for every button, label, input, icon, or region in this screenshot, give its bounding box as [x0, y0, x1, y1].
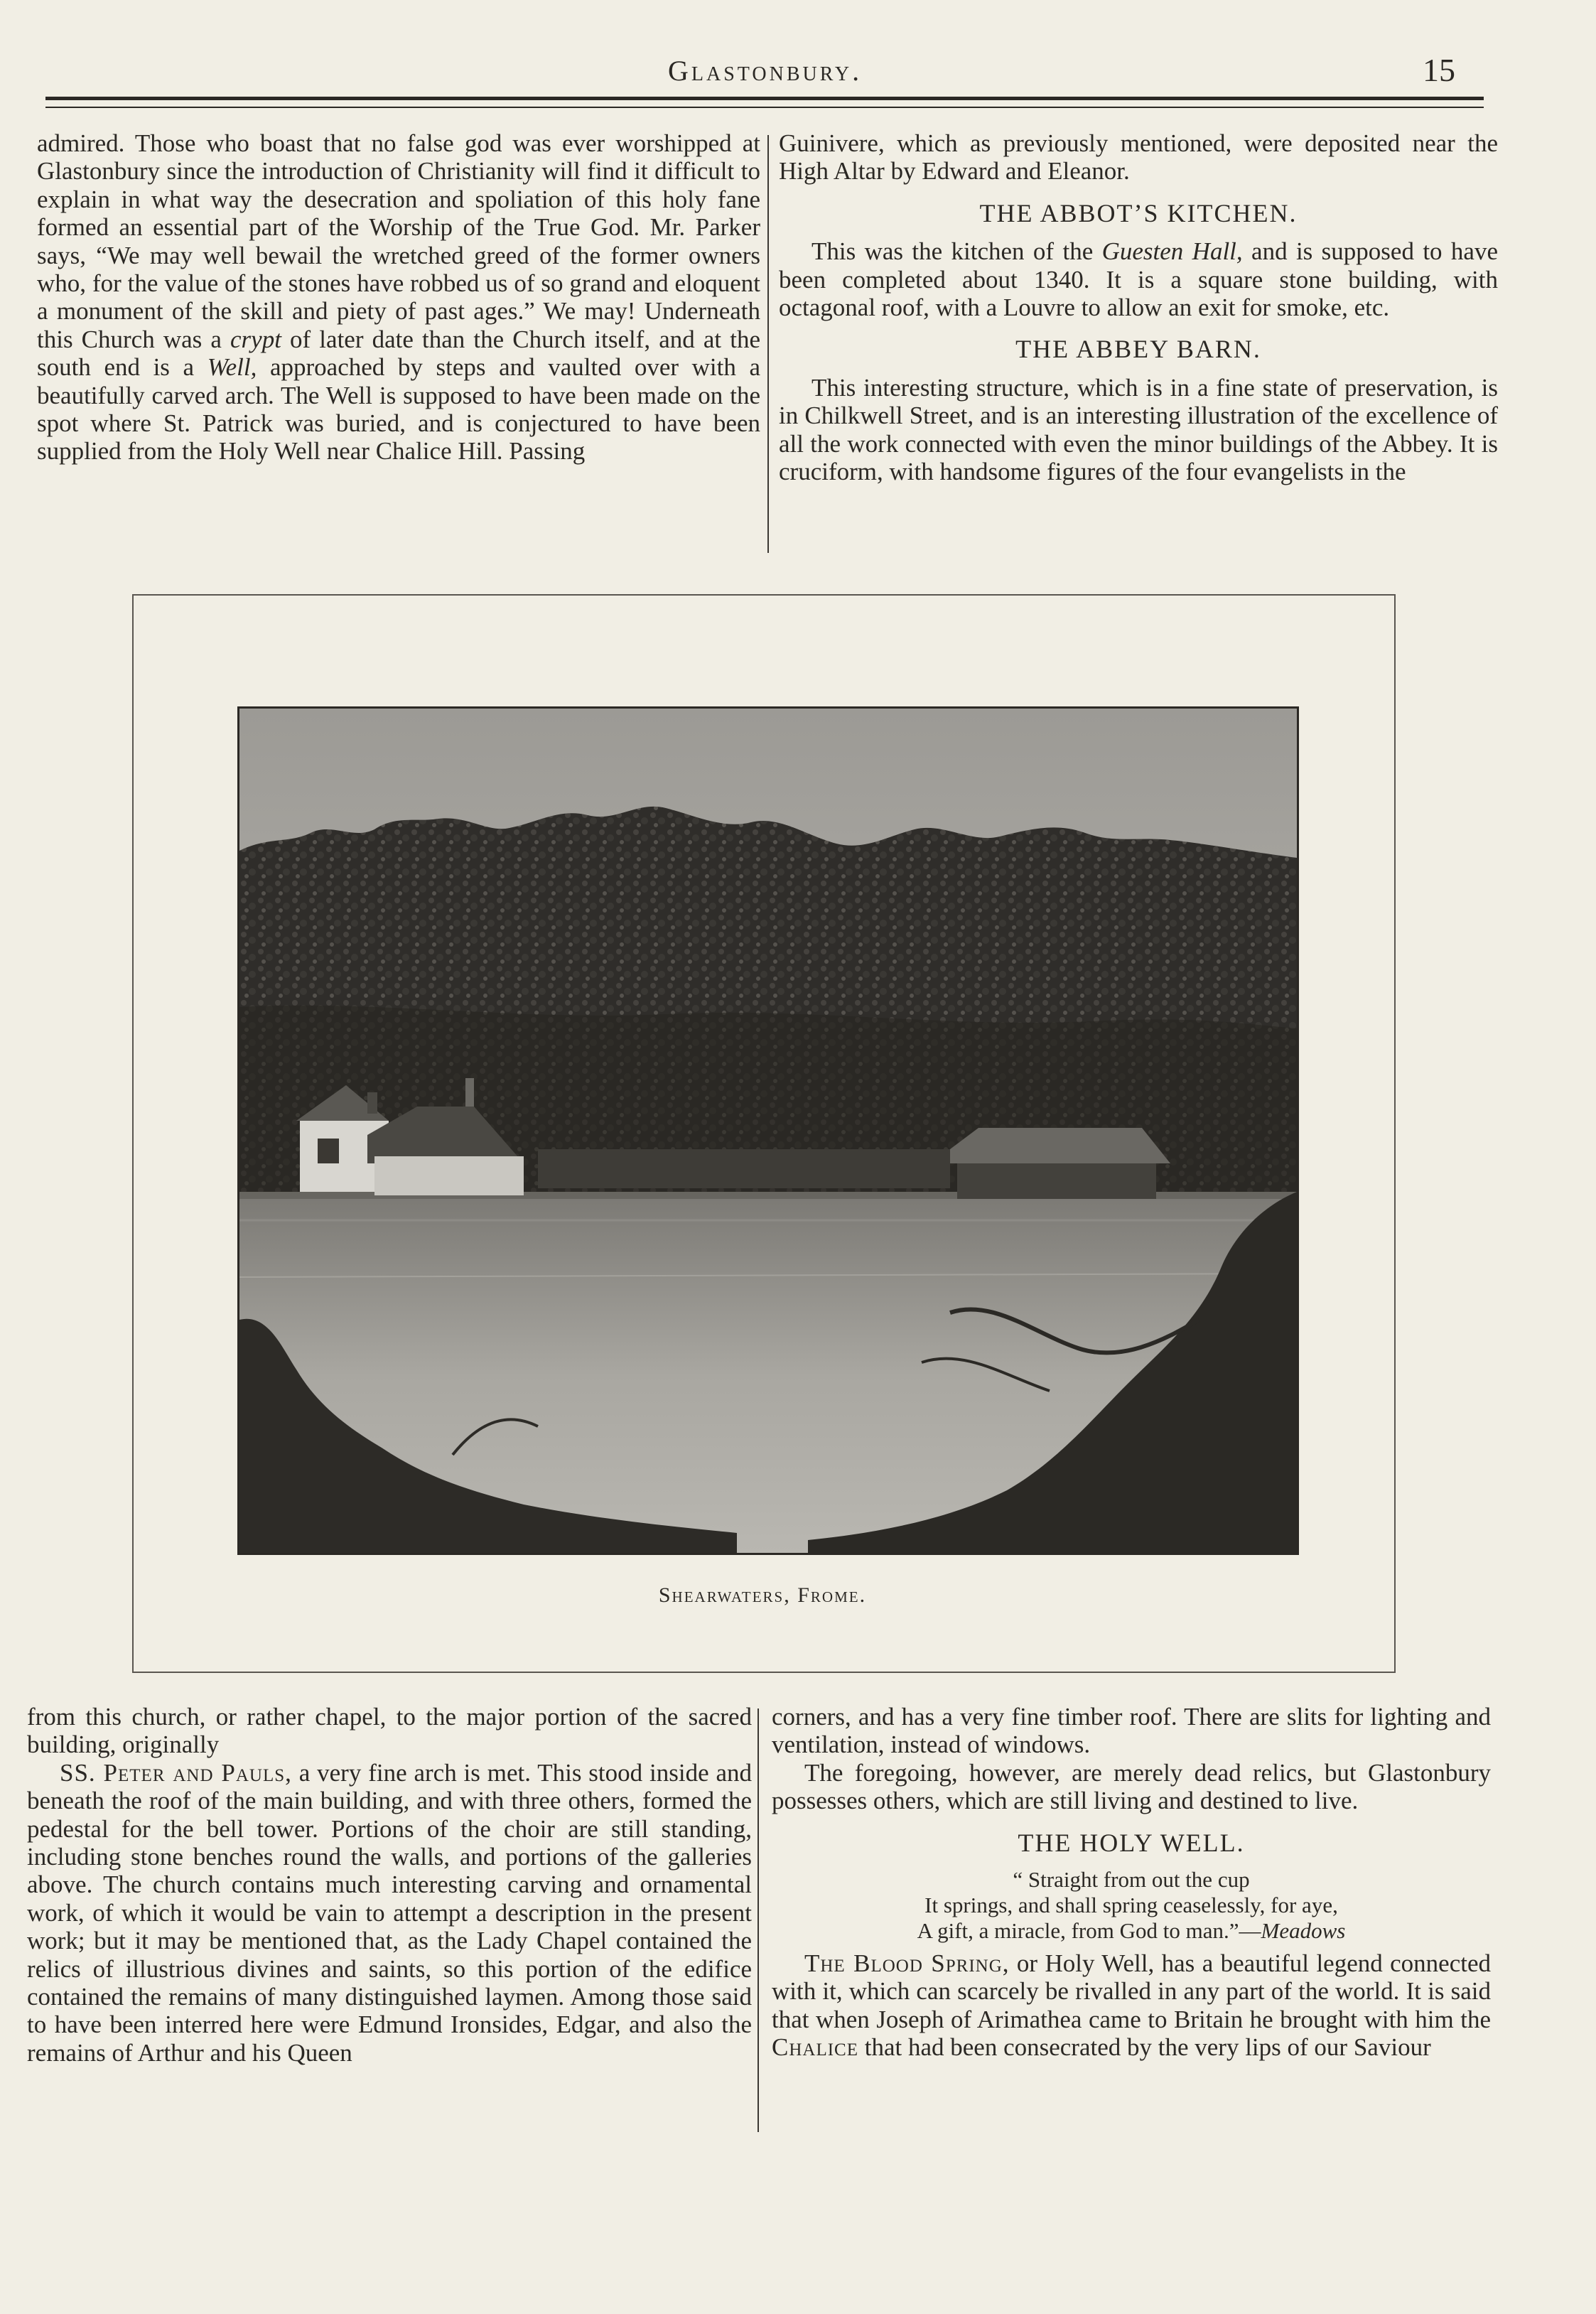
paragraph: The foregoing, however, are merely dead relics, but Glastonbury possesses others, which are still living and destined to live. — [772, 1758, 1491, 1815]
italic-text: Well, — [207, 353, 257, 382]
figure-caption: Shearwaters, Frome. — [658, 1583, 867, 1607]
small-caps-text: Chalice — [772, 2033, 858, 2062]
italic-text: crypt — [230, 325, 281, 353]
section-heading-abbots-kitchen: THE ABBOT’S KITCHEN. — [979, 198, 1298, 227]
text-run: or Holy Well, has a beautiful legend connected with it, which can scarcely be rivalled in any part of the world. It is said that when Joseph of Arimathea came to Britain he brought with him the — [772, 1949, 1491, 2033]
paragraph: corners, and has a very fine timber roof. There are slits for lighting and ventilation, instead of windows. — [772, 1703, 1491, 1759]
paragraph — [779, 237, 1498, 321]
paragraph: This interesting structure, which is in a fine state of preservation, is in Chilkwell Street, and is an interesting illustration of the excellence of all the work connected with even the minor buildings of the Abbey. It is cruciform, with handsome figures of the four evangelists in the — [779, 373, 1498, 486]
column-divider — [767, 135, 769, 553]
text-run: that had been consecrated by the very lips of our Saviour — [858, 2033, 1431, 2062]
paragraph — [27, 1759, 752, 2067]
paragraph — [772, 1949, 1491, 2062]
small-caps-text: The Blood Spring, — [804, 1949, 1010, 1978]
photograph-illustration — [239, 709, 1297, 1553]
column-top-left — [37, 129, 760, 466]
boathouse — [950, 1128, 1170, 1199]
poem-line — [772, 1918, 1491, 1944]
text-run: a very fine arch is met. This stood inside and beneath the roof of the main building, and with three others, formed the pedestal for the bell tower. Portions of the choir are still standing, including stone benches round the walls, and portions of the galleries above. The church contains much interesting carving and ornamental work, of which it would be vain to attempt a description in the present work; but it may be mentioned that, as the Lady Chapel contained the relics of illustrious divines and saints, so this portion of the edifice contained the remains of many distinguished laymen. Among those said to have been interred here were Edmund Ironsides, Edgar, and also the remains of Arthur and his Queen — [27, 1758, 753, 2067]
text-run: of later date than the Church itself, and at the south end is a — [37, 325, 760, 382]
small-caps-text: SS. Peter and Pauls, — [60, 1758, 292, 1787]
section-heading-abbey-barn: THE ABBEY BARN. — [1015, 335, 1261, 364]
photograph-lake-scene — [237, 706, 1299, 1555]
poem-author: Meadows — [1261, 1918, 1346, 1944]
text-run: approached by steps and vaulted over with a beautifully carved arch. The Well is supposed to have been made on the spot where St. Patrick was buried, and is conjectured to have been supplied from the Holy Well near Chalice Hill. Passing — [37, 353, 761, 466]
running-title: Glastonbury. — [668, 55, 863, 87]
poem-quote — [772, 1867, 1491, 1944]
paragraph — [37, 129, 760, 466]
column-bottom-left — [27, 1703, 752, 2067]
poem-line: “ Straight from out the cup — [1013, 1867, 1250, 1893]
column-bottom-right — [772, 1703, 1491, 2062]
column-top-right — [779, 129, 1498, 485]
paragraph: from this church, or rather chapel, to the major portion of the sacred building, originally — [27, 1703, 752, 1759]
poem-line: It springs, and shall spring ceaselessly, for aye, — [924, 1893, 1338, 1918]
section-heading-holy-well: THE HOLY WELL. — [1018, 1828, 1245, 1857]
text-run: A gift, a miracle, from God to man.”— — [917, 1918, 1261, 1944]
text-run: This was the kitchen of the — [812, 237, 1102, 266]
header-rule-thin — [45, 107, 1484, 108]
paragraph: Guinivere, which as previously mentioned, were deposited near the High Altar by Edward and Eleanor. — [779, 129, 1498, 185]
italic-text: Guesten Hall, — [1101, 237, 1243, 266]
page-number: 15 — [1423, 52, 1455, 88]
column-divider — [757, 1708, 759, 2132]
text-run: and is supposed to have been completed about 1340. It is a square stone building, with octagonal roof, with a Louvre to allow an exit for smoke, etc. — [779, 237, 1498, 322]
header-rule-thick — [45, 97, 1484, 100]
running-header — [0, 51, 1596, 94]
text-run: admired. Those who boast that no false god was ever worshipped at Glastonbury since the introduction of Christianity will find it difficult to explain in what way the desecration and spoliation of this holy fane formed an essential part of the Worship of the True God. Mr. Parker says, “We may well bewail the wretched greed of the former owners who, for the value of the stones have robbed us of so grand and eloquent a monument of the skill and piety of past ages.” We may! Underneath this Church was a — [37, 129, 760, 353]
